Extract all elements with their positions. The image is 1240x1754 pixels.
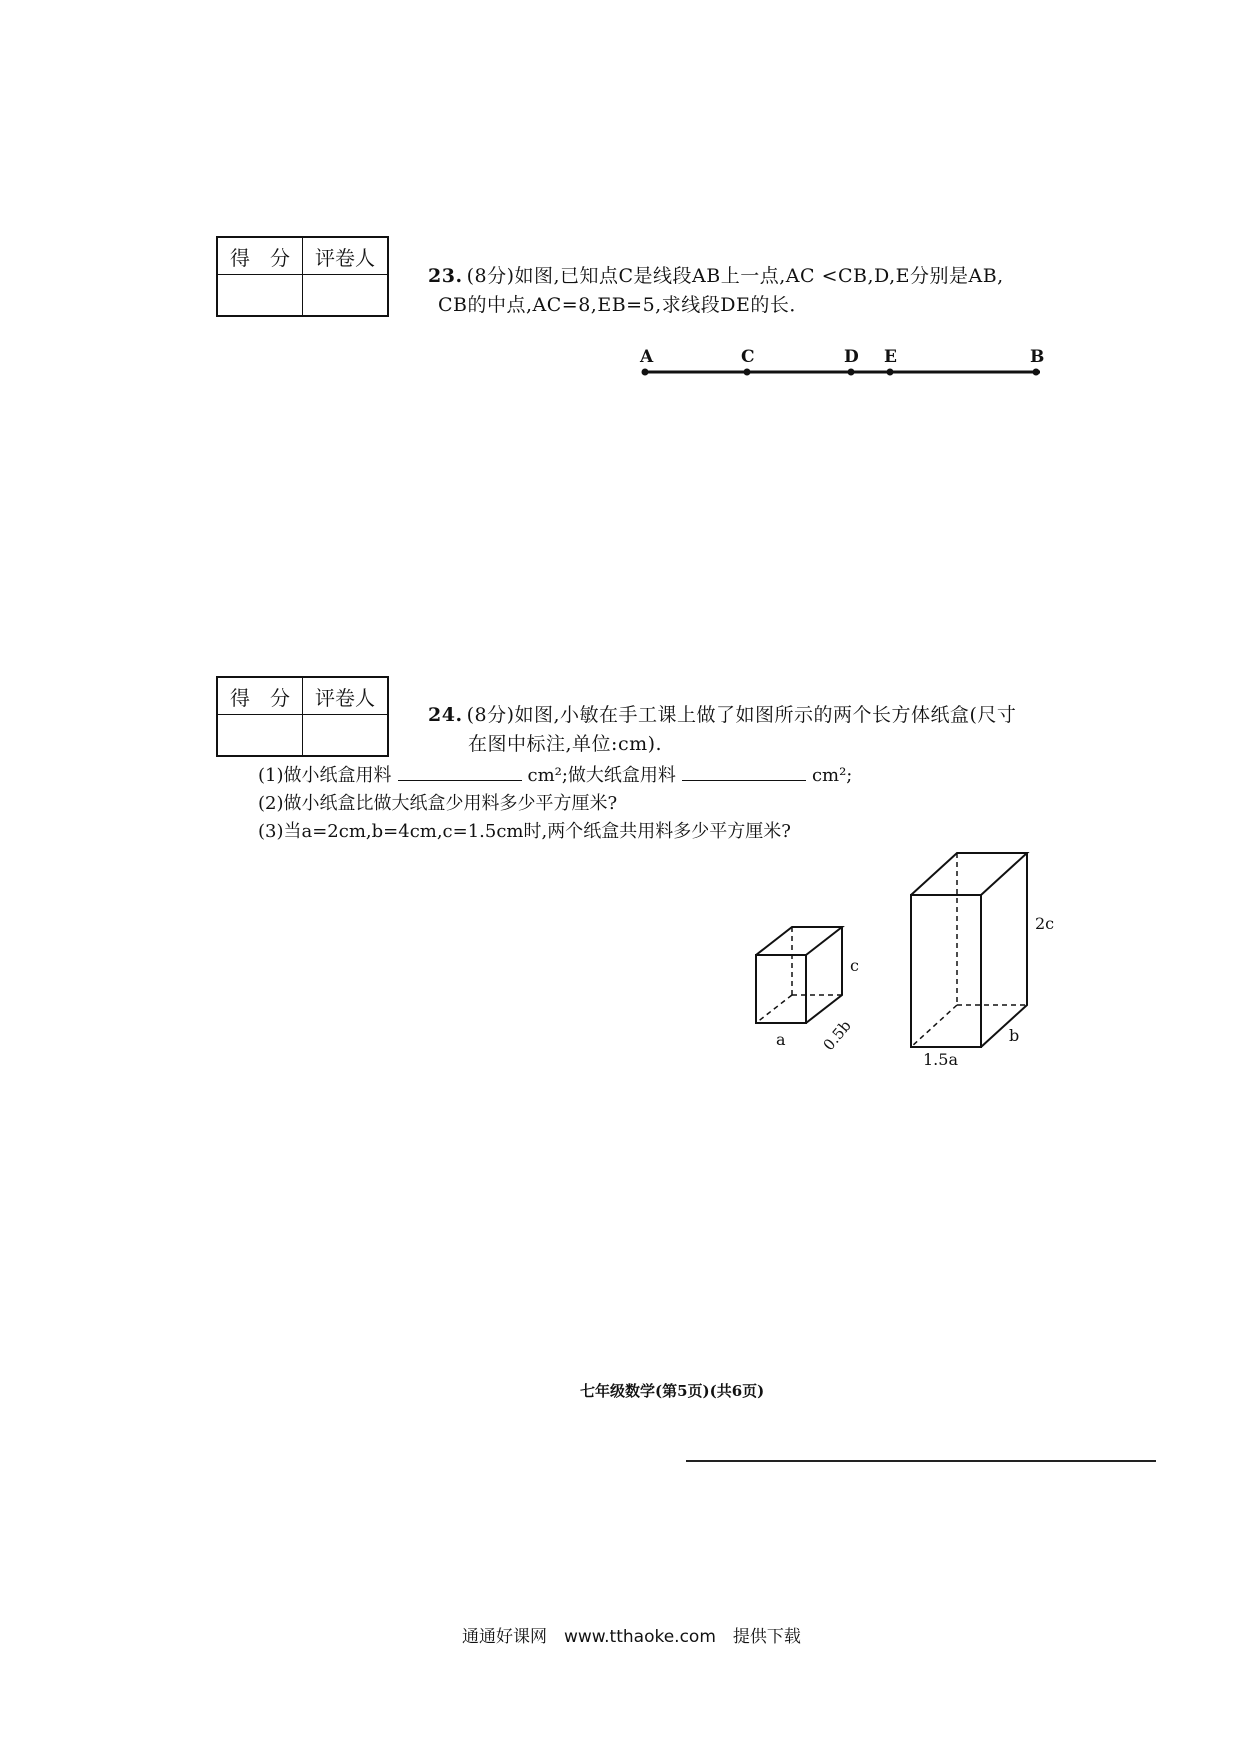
score-cell (217, 715, 303, 757)
small-box-front (756, 955, 806, 1023)
part1-label: (1)做小纸盒用料 (258, 765, 392, 786)
large-box-right (981, 853, 1027, 1047)
grader-header: 评卷人 (303, 237, 389, 275)
small-box-width-label: a (776, 1030, 786, 1049)
svg-text:E: E (884, 347, 897, 367)
question-23-line2: CB的中点,AC=8,EB=5,求线段DE的长． (438, 294, 809, 316)
svg-text:C: C (741, 347, 755, 367)
large-box-top (911, 853, 1027, 895)
question-24 (428, 701, 1068, 759)
small-box-hidden-edges (756, 927, 842, 1023)
large-box-front (911, 895, 981, 1047)
svg-text:D: D (844, 347, 859, 367)
page-footer: 七年级数学(第5页)(共6页) (580, 1382, 765, 1400)
small-box-top (756, 927, 842, 955)
score-table-q23 (216, 236, 389, 317)
download-note: 通通好课网 www.tthaoke.com 提供下载 (462, 1627, 801, 1647)
small-box-height-label: c (850, 956, 859, 975)
grader-cell (303, 715, 389, 757)
part1-end: cm²; (811, 765, 853, 786)
small-box-diagram (740, 915, 880, 1055)
large-box-hidden-edges (911, 853, 1027, 1047)
large-box-height-label: 2c (1035, 914, 1055, 933)
question-24-part1 (258, 762, 852, 790)
score-header: 得 分 (217, 677, 303, 715)
bottom-rule (686, 1460, 1156, 1462)
segment-diagram (630, 342, 1050, 386)
question-23-line1: (8分)如图,已知点C是线段AB上一点,AC <CB,D,E分别是AB, (466, 265, 1004, 287)
answer-blank-large-box[interactable] (682, 762, 806, 781)
svg-text:A: A (640, 347, 654, 367)
grader-header: 评卷人 (303, 677, 389, 715)
question-23-number: 23. (428, 265, 463, 287)
large-box-depth-label: b (1009, 1026, 1020, 1045)
score-header: 得 分 (217, 237, 303, 275)
svg-text:B: B (1030, 347, 1045, 367)
question-23 (428, 262, 1068, 320)
score-table-q24 (216, 676, 389, 757)
grader-cell (303, 275, 389, 317)
question-24-part2: (2)做小纸盒比做大纸盒少用料多少平方厘米? (258, 793, 618, 814)
score-cell (217, 275, 303, 317)
part1-middle: cm²;做大纸盒用料 (527, 765, 676, 786)
large-box-width-label: 1.5a (923, 1050, 958, 1069)
question-24-line2: 在图中标注,单位:cm). (468, 733, 663, 755)
question-24-line1: (8分)如图,小敏在手工课上做了如图所示的两个长方体纸盒(尺寸 (466, 704, 1017, 726)
large-box-diagram (895, 845, 1090, 1070)
small-box-depth-label: 0.5b (819, 1016, 855, 1055)
question-24-part3: (3)当a=2cm,b=4cm,c=1.5cm时,两个纸盒共用料多少平方厘米? (258, 821, 791, 842)
question-24-number: 24. (428, 704, 463, 726)
answer-blank-small-box[interactable] (398, 762, 522, 781)
